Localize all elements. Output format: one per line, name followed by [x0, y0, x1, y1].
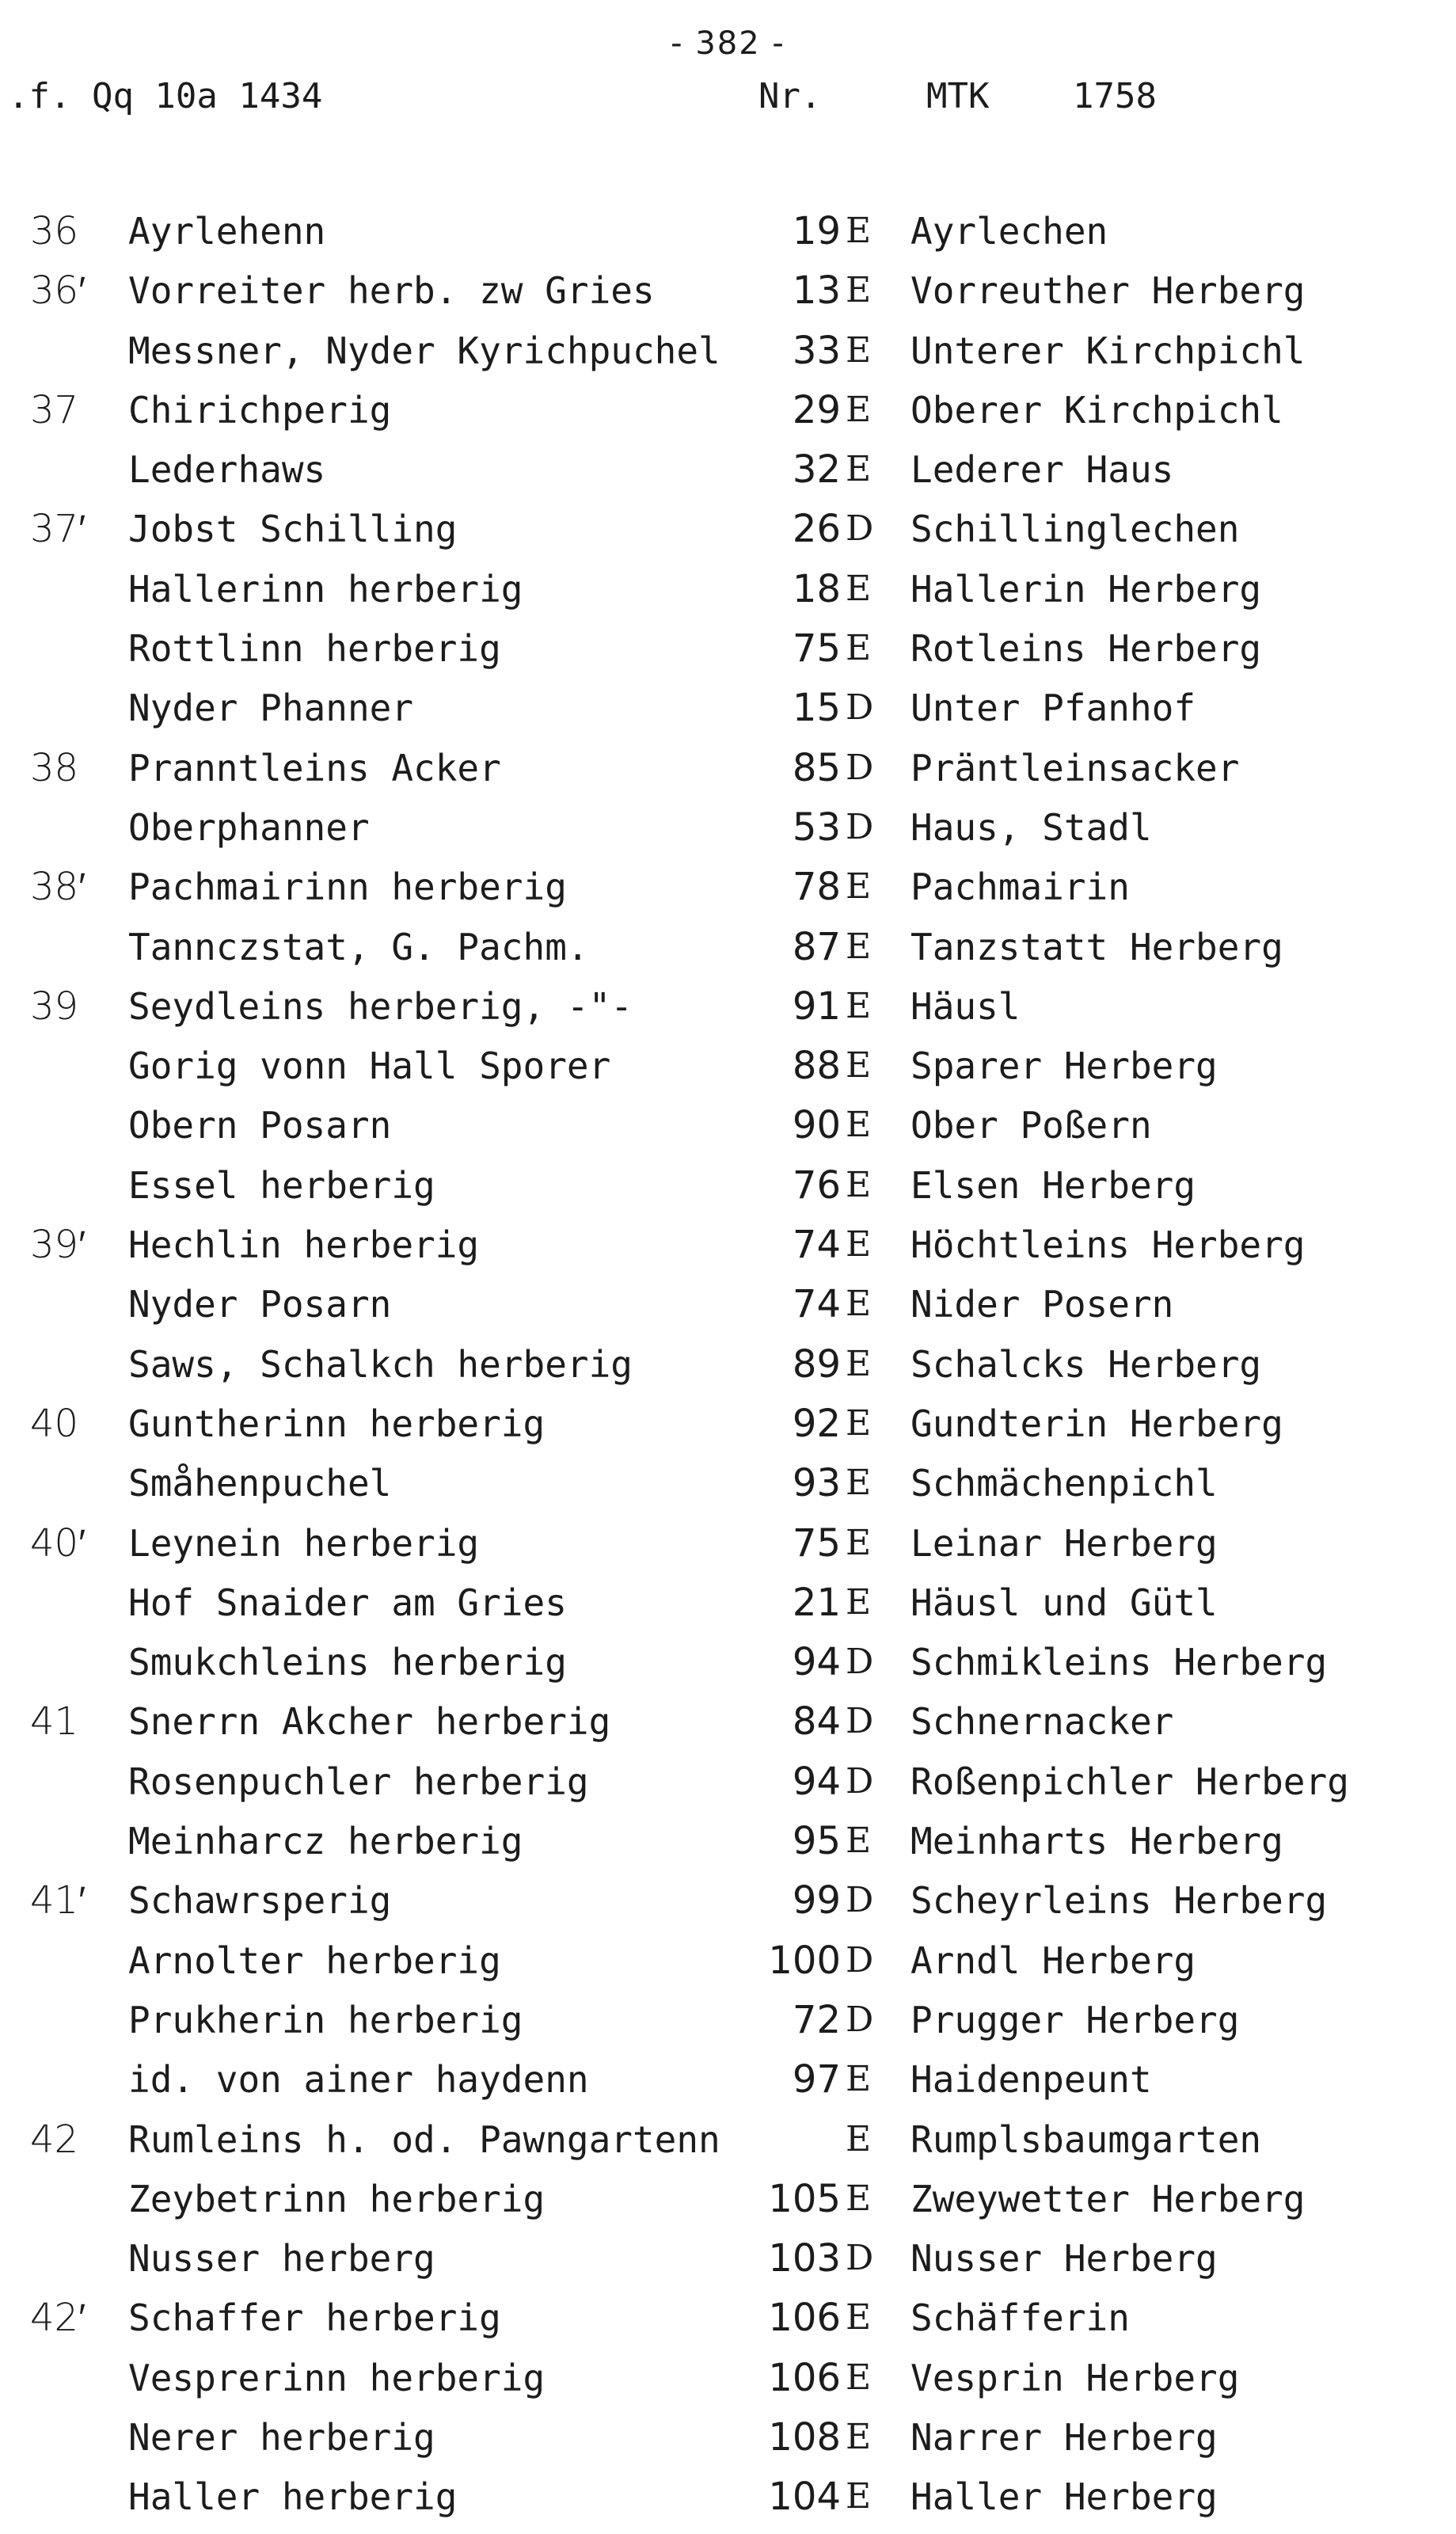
- folio-number: 39′: [30, 1223, 86, 1268]
- mtk-name: Meinharts Herberg: [910, 1820, 1283, 1863]
- mtk-name: Narrer Herberg: [910, 2415, 1218, 2459]
- historic-name: Snerrn Akcher herberig: [128, 1700, 611, 1744]
- folio-number: 36′: [30, 268, 86, 314]
- list-item: [0, 1877, 1456, 1936]
- entry-type: E: [846, 628, 872, 669]
- list-item: [0, 804, 1456, 863]
- list-item: [0, 1638, 1456, 1698]
- mtk-name: Oberer Kirchpichl: [910, 388, 1283, 432]
- folio-number: 38: [30, 745, 79, 790]
- entry-type: E: [846, 1105, 872, 1146]
- list-item: [0, 625, 1456, 684]
- mtk-name: Gundterin Herberg: [910, 1402, 1283, 1445]
- list-item: [0, 327, 1456, 386]
- historic-name: Schaffer herberig: [128, 2296, 501, 2340]
- list-item: [0, 1280, 1456, 1340]
- entry-number: 75: [792, 1520, 841, 1566]
- header-source-label: .f. Qq 10a 1434: [8, 76, 323, 116]
- entry-number: 87: [792, 924, 841, 969]
- entry-number: 75: [792, 626, 841, 672]
- entry-number: 76: [792, 1162, 841, 1208]
- entry-type: D: [846, 2238, 874, 2279]
- mtk-name: Lederer Haus: [910, 448, 1174, 492]
- entry-number: 15: [792, 686, 841, 731]
- historic-name: Smukchleins herberig: [128, 1641, 567, 1684]
- list-item: [0, 684, 1456, 744]
- mtk-name: Häusl: [910, 984, 1021, 1028]
- folio-number: 40: [30, 1401, 79, 1446]
- list-item: [0, 2056, 1456, 2115]
- mtk-name: Häusl und Gütl: [910, 1581, 1218, 1624]
- entry-type: E: [846, 1402, 872, 1444]
- entry-number: 78: [792, 865, 841, 910]
- mtk-name: Präntleinsacker: [910, 746, 1240, 789]
- folio-number: 42: [30, 2117, 79, 2162]
- entry-type: E: [846, 1581, 872, 1623]
- header-year-label: 1758: [1073, 76, 1157, 116]
- entry-number: 105: [768, 2176, 841, 2221]
- entry-type: E: [846, 2178, 872, 2219]
- entry-number: 74: [792, 1282, 841, 1327]
- list-item: [0, 1937, 1456, 1996]
- mtk-name: Vesprin Herberg: [910, 2356, 1240, 2399]
- mtk-name: Tanzstatt Herberg: [910, 925, 1283, 968]
- historic-name: Tannczstat, G. Pachm.: [128, 925, 589, 968]
- historic-name: Obern Posarn: [128, 1104, 392, 1147]
- entry-number: 106: [768, 2355, 841, 2400]
- mtk-name: Haus, Stadl: [910, 805, 1152, 849]
- historic-name: Nyder Posarn: [128, 1283, 392, 1326]
- folio-number: 42′: [30, 2296, 86, 2341]
- mtk-name: Haidenpeunt: [910, 2058, 1152, 2102]
- list-item: [0, 983, 1456, 1042]
- entry-list: [0, 207, 1456, 2533]
- mtk-name: Rotleins Herberg: [910, 627, 1262, 671]
- entry-number: 97: [792, 2057, 841, 2102]
- entry-number: 21: [792, 1580, 841, 1625]
- mtk-name: Nusser Herberg: [910, 2237, 1218, 2281]
- list-item: [0, 207, 1456, 267]
- entry-number: 100: [768, 1938, 841, 1983]
- historic-name: Ayrlehenn: [128, 210, 326, 253]
- historic-name: Hof Snaider am Gries: [128, 1581, 567, 1624]
- list-item: [0, 2354, 1456, 2414]
- entry-number: 90: [792, 1103, 841, 1148]
- entry-number: 84: [792, 1699, 841, 1745]
- mtk-name: Pachmairin: [910, 866, 1130, 909]
- entry-number: 104: [768, 2475, 841, 2520]
- list-item: [0, 386, 1456, 446]
- folio-number: 37′: [30, 507, 86, 552]
- entry-type: D: [846, 806, 874, 847]
- list-item: [0, 744, 1456, 804]
- mtk-name: Unter Pfanhof: [910, 687, 1196, 730]
- entry-number: 106: [768, 2296, 841, 2341]
- folio-number: 41′: [30, 1878, 86, 1923]
- entry-number: 93: [792, 1461, 841, 1506]
- entry-number: 103: [768, 2236, 841, 2281]
- entry-type: E: [846, 2357, 872, 2398]
- entry-type: E: [846, 1343, 872, 1384]
- entry-type: E: [846, 568, 872, 609]
- entry-number: 99: [792, 1878, 841, 1923]
- list-item: [0, 1400, 1456, 1459]
- entry-type: E: [846, 926, 872, 967]
- entry-type: E: [846, 1284, 872, 1325]
- entry-type: D: [846, 1642, 874, 1683]
- list-item: [0, 1042, 1456, 1101]
- entry-type: E: [846, 389, 872, 430]
- entry-type: E: [846, 866, 872, 907]
- historic-name: Arnolter herberig: [128, 1939, 501, 1982]
- historic-name: Pachmairinn herberig: [128, 866, 567, 909]
- list-item: [0, 1341, 1456, 1400]
- entry-type: E: [846, 1045, 872, 1086]
- list-item: [0, 2175, 1456, 2235]
- folio-number: 37: [30, 387, 79, 432]
- entry-type: E: [846, 2118, 872, 2159]
- mtk-name: Ober Poßern: [910, 1104, 1152, 1147]
- entry-type: E: [846, 211, 872, 251]
- entry-type: D: [846, 1760, 874, 1802]
- historic-name: Saws, Schalkch herberig: [128, 1342, 633, 1386]
- historic-name: Nusser herberg: [128, 2237, 435, 2281]
- mtk-name: Rumplsbaumgarten: [910, 2117, 1262, 2161]
- mtk-name: Nider Posern: [910, 1283, 1174, 1326]
- entry-number: 53: [792, 805, 841, 850]
- entry-number: 85: [792, 745, 841, 790]
- list-item: [0, 2414, 1456, 2473]
- mtk-name: Prugger Herberg: [910, 1998, 1240, 2041]
- list-item: [0, 1221, 1456, 1280]
- page-number: - 382 -: [671, 25, 785, 62]
- entry-type: E: [846, 2476, 872, 2517]
- entry-type: D: [846, 1999, 874, 2040]
- historic-name: Leynein herberig: [128, 1521, 480, 1565]
- list-item: [0, 565, 1456, 625]
- historic-name: Seydleins herberig, -"-: [128, 984, 633, 1028]
- list-item: [0, 267, 1456, 326]
- folio-number: 40′: [30, 1520, 86, 1566]
- historic-name: Essel herberig: [128, 1163, 435, 1207]
- mtk-name: Arndl Herberg: [910, 1939, 1196, 1982]
- entry-type: E: [846, 1463, 872, 1504]
- entry-type: D: [846, 1939, 874, 1980]
- entry-number: 92: [792, 1401, 841, 1446]
- historic-name: Pranntleins Acker: [128, 746, 501, 789]
- folio-number: 41: [30, 1699, 79, 1745]
- historic-name: Rottlinn herberig: [128, 627, 501, 671]
- historic-name: Haller herberig: [128, 2475, 458, 2519]
- entry-type: E: [846, 2416, 872, 2457]
- mtk-name: Hallerin Herberg: [910, 567, 1262, 611]
- mtk-name: Ayrlechen: [910, 210, 1108, 253]
- mtk-name: Scheyrleins Herberg: [910, 1879, 1328, 1923]
- historic-name: Hallerinn herberig: [128, 567, 523, 611]
- list-item: [0, 863, 1456, 923]
- list-item: [0, 2294, 1456, 2353]
- list-item: [0, 1579, 1456, 1638]
- entry-type: D: [846, 747, 874, 788]
- mtk-name: Zweywetter Herberg: [910, 2177, 1306, 2220]
- list-item: [0, 446, 1456, 505]
- entry-number: 29: [792, 387, 841, 432]
- entry-type: E: [846, 449, 872, 490]
- historic-name: Rumleins h. od. Pawngartenn: [128, 2117, 720, 2161]
- historic-name: Prukherin herberig: [128, 1998, 523, 2041]
- entry-type: D: [846, 1880, 874, 1921]
- entry-type: D: [846, 508, 874, 550]
- historic-name: id. von ainer haydenn: [128, 2058, 589, 2102]
- historic-name: Gorig vonn Hall Sporer: [128, 1044, 611, 1088]
- entry-type: E: [846, 329, 872, 371]
- entry-number: 26: [792, 507, 841, 552]
- mtk-name: Höchtleins Herberg: [910, 1223, 1306, 1267]
- historic-name: Meinharcz herberig: [128, 1820, 523, 1863]
- historic-name: Jobst Schilling: [128, 508, 458, 551]
- list-item: [0, 1758, 1456, 1817]
- entry-type: E: [846, 1821, 872, 1862]
- historic-name: Småhenpuchel: [128, 1462, 392, 1505]
- mtk-name: Unterer Kirchpichl: [910, 329, 1306, 372]
- entry-number: 18: [792, 566, 841, 611]
- entry-type: D: [846, 1701, 874, 1742]
- entry-number: 94: [792, 1640, 841, 1685]
- historic-name: Rosenpuchler herberig: [128, 1760, 589, 1803]
- historic-name: Oberphanner: [128, 805, 370, 849]
- entry-type: E: [846, 2297, 872, 2338]
- mtk-name: Elsen Herberg: [910, 1163, 1196, 1207]
- historic-name: Vorreiter herb. zw Gries: [128, 269, 655, 313]
- mtk-name: Sparer Herberg: [910, 1044, 1218, 1088]
- entry-number: 94: [792, 1759, 841, 1804]
- entry-number: 95: [792, 1819, 841, 1864]
- list-item: [0, 2473, 1456, 2532]
- list-item: [0, 505, 1456, 565]
- entry-number: 74: [792, 1223, 841, 1268]
- historic-name: Vesprerinn herberig: [128, 2356, 546, 2399]
- mtk-name: Schäfferin: [910, 2296, 1130, 2340]
- list-item: [0, 2235, 1456, 2294]
- historic-name: Chirichperig: [128, 388, 392, 432]
- entry-number: 72: [792, 1997, 841, 2042]
- entry-number: 91: [792, 984, 841, 1029]
- historic-name: Hechlin herberig: [128, 1223, 480, 1267]
- list-item: [0, 1520, 1456, 1579]
- list-item: [0, 1817, 1456, 1877]
- mtk-name: Schnernacker: [910, 1700, 1174, 1744]
- entry-number: 88: [792, 1044, 841, 1089]
- list-item: [0, 2116, 1456, 2175]
- historic-name: Guntherinn herberig: [128, 1402, 546, 1445]
- entry-type: E: [846, 1224, 872, 1265]
- folio-number: 38′: [30, 865, 86, 910]
- entry-type: D: [846, 687, 874, 729]
- entry-number: 13: [792, 268, 841, 314]
- entry-number: 19: [792, 209, 841, 253]
- historic-name: Schawrsperig: [128, 1879, 392, 1923]
- historic-name: Messner, Nyder Kyrichpuchel: [128, 329, 720, 372]
- folio-number: 36: [30, 209, 79, 253]
- historic-name: Nyder Phanner: [128, 687, 414, 730]
- mtk-name: Schmächenpichl: [910, 1462, 1218, 1505]
- entry-type: E: [846, 1522, 872, 1563]
- historic-name: Zeybetrinn herberig: [128, 2177, 546, 2220]
- mtk-name: Schillinglechen: [910, 508, 1240, 551]
- mtk-name: Leinar Herberg: [910, 1521, 1218, 1565]
- header-nr-label: Nr.: [758, 76, 822, 116]
- entry-number: 33: [792, 328, 841, 373]
- folio-number: 39: [30, 984, 79, 1029]
- entry-type: E: [846, 270, 872, 311]
- list-item: [0, 1162, 1456, 1221]
- historic-name: Nerer herberig: [128, 2415, 435, 2459]
- header-mtk-label: MTK: [926, 76, 990, 116]
- entry-number: 108: [768, 2414, 841, 2460]
- historic-name: Lederhaws: [128, 448, 326, 492]
- entry-type: E: [846, 985, 872, 1026]
- mtk-name: Schalcks Herberg: [910, 1342, 1262, 1386]
- mtk-name: Vorreuther Herberg: [910, 269, 1306, 313]
- mtk-name: Schmikleins Herberg: [910, 1641, 1328, 1684]
- list-item: [0, 923, 1456, 983]
- entry-type: E: [846, 2059, 872, 2100]
- column-header: [0, 76, 1456, 131]
- list-item: [0, 1996, 1456, 2056]
- entry-type: E: [846, 1164, 872, 1205]
- list-item: [0, 1698, 1456, 1757]
- entry-number: 89: [792, 1341, 841, 1387]
- mtk-name: Haller Herberg: [910, 2475, 1218, 2519]
- list-item: [0, 1101, 1456, 1161]
- mtk-name: Roßenpichler Herberg: [910, 1760, 1349, 1803]
- list-item: [0, 1459, 1456, 1519]
- entry-number: 32: [792, 447, 841, 493]
